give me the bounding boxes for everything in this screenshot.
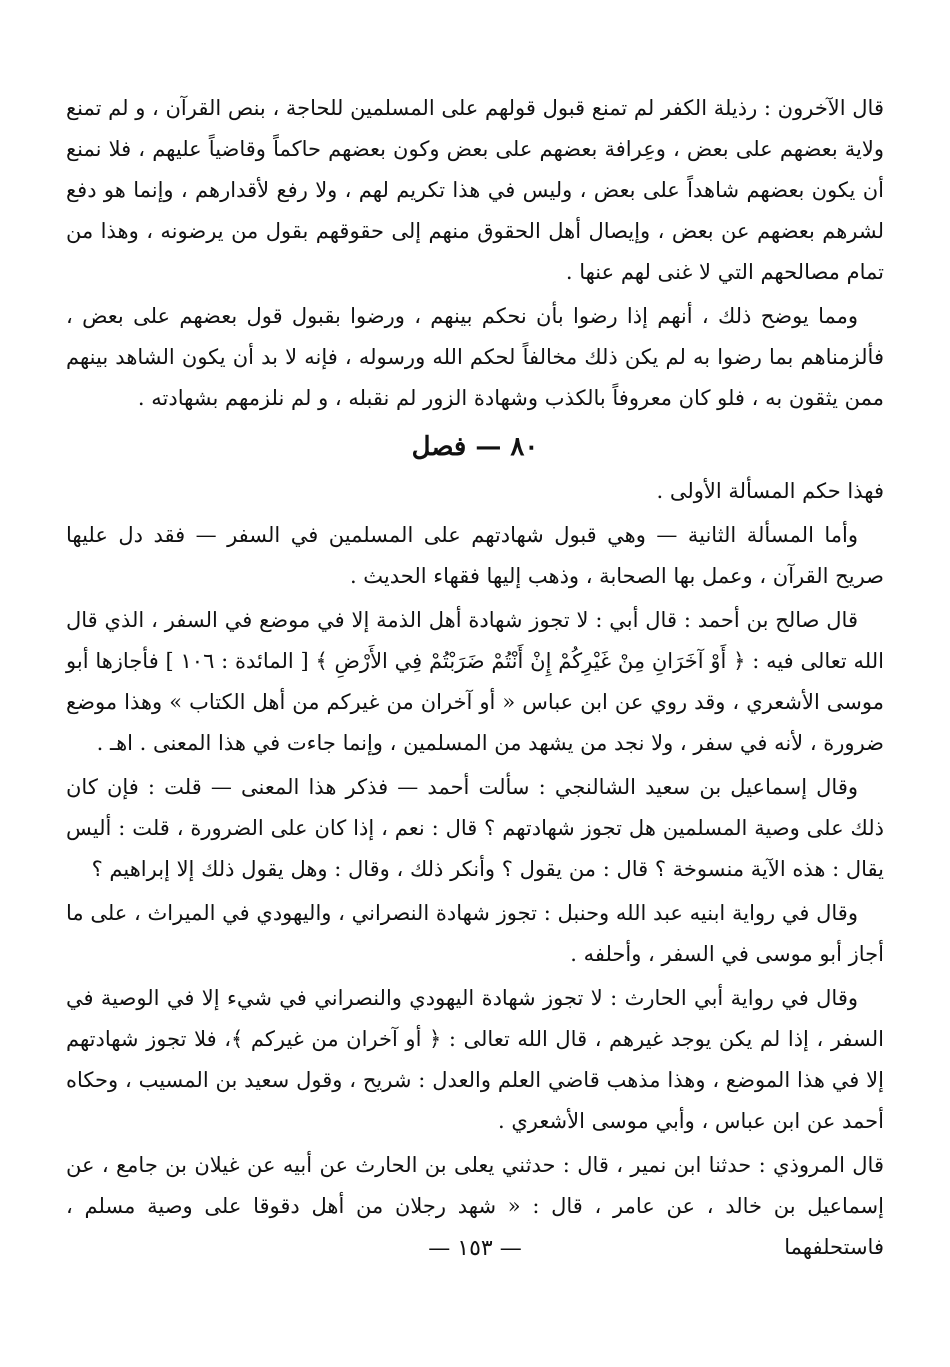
page-number: — ١٥٣ — <box>428 1236 522 1261</box>
paragraph-abdullah-hanbal: وقال في رواية ابنيه عبد الله وحنبل : تجوز شهادة النصراني ، واليهودي في الميراث ، على ما أجاز أبو موسى في السفر ، وأحلفه . <box>66 901 884 966</box>
paragraph-first-issue: فهذا حكم المسألة الأولى . <box>656 479 884 503</box>
paragraph-others-said: قال الآخرون : رذيلة الكفر لم تمنع قبول قولهم على المسلمين للحاجة ، بنص القرآن ، و لم تمنع ولاية بعضهم على بعض ، وعِرافة بعضهم على بعض وكون بعضهم حاكماً وقاضياً عليهم ، فلا نمنع أن يكون بعضهم شاهداً على بعض ، وليس في هذا تكريم لهم ، ولا رفع لأقدارهم ، وإنما هو دفع لشرهم بعضهم عن بعض ، وإيصال أهل الحقوق منهم إلى حقوقهم بقول من يرضونه ، وهذا من تمام مصالحهم التي لا غنى لهم عنها . <box>66 96 884 284</box>
paragraph-ismail-shalanji: وقال إسماعيل بن سعيد الشالنجي : سألت أحمد — فذكر هذا المعنى — قلت : فإن كان ذلك على وصية المسلمين هل تجوز شهادتهم ؟ قال : نعم ، إذا كان على الضرورة ، قلت : أليس يقال : هذه الآية منسوخة ؟ قال : من يقول ؟ وأنكر ذلك ، وقال : وهل يقول ذلك إلا إبراهيم ؟ <box>66 775 884 881</box>
paragraph-clarification: ومما يوضح ذلك ، أنهم إذا رضوا بأن نحكم بينهم ، ورضوا بقبول قول بعضهم على بعض ، فألزمناهم بما رضوا به لم يكن ذلك مخالفاً لحكم الله ورسوله ، فإنه لا بد أن يكون الشاهد بينهم ممن يثقون به ، فلو كان معروفاً بالكذب وشهادة الزور لم نقبله ، و لم نلزمهم بشهادته . <box>66 304 884 410</box>
section-heading: ٨٠ — فصل <box>411 432 539 462</box>
paragraph-marwazi: قال المروذي : حدثنا ابن نمير ، قال : حدثني يعلى بن الحارث عن أبيه عن غيلان بن جامع ، عن إسماعيل بن خالد ، عن عامر ، قال : « شهد رجلان من أهل دقوقا على وصية مسلم ، فاستحلفهما <box>66 1153 884 1259</box>
paragraph-salih-ibn-ahmad: قال صالح بن أحمد : قال أبي : لا تجوز شهادة أهل الذمة إلا في موضع في السفر ، الذي قال الله تعالى فيه : ﴿ أَوْ آخَرَانِ مِنْ غَيْرِكُمْ إِنْ أَنْتُمْ ضَرَبْتُمْ فِي الأَرْضِ ﴾ [ المائدة : ١٠٦ ] فأجازها أبو موسى الأشعري ، وقد روي عن ابن عباس « أو آخران من غيركم من أهل الكتاب » وهذا موضع ضرورة ، لأنه في سفر ، ولا نجد من يشهد من المسلمين ، وإنما جاءت في هذا المعنى . اهـ . <box>66 608 884 755</box>
paragraph-second-issue: وأما المسألة الثانية — وهي قبول شهادتهم على المسلمين في السفر — فقد دل عليها صريح القرآن ، وعمل بها الصحابة ، وذهب إليها فقهاء الحديث . <box>66 523 884 588</box>
paragraph-abu-al-harith: وقال في رواية أبي الحارث : لا تجوز شهادة اليهودي والنصراني في شيء إلا في الوصية في السفر ، إذا لم يكن يوجد غيرهم ، قال الله تعالى : ﴿ أو آخران من غيركم ﴾، فلا تجوز شهادتهم إلا في هذا الموضع ، وهذا مذهب قاضي العلم والعدل : شريح ، وقول سعيد بن المسيب ، وحكاه أحمد عن ابن عباس ، وأبي موسى الأشعري . <box>66 986 884 1133</box>
